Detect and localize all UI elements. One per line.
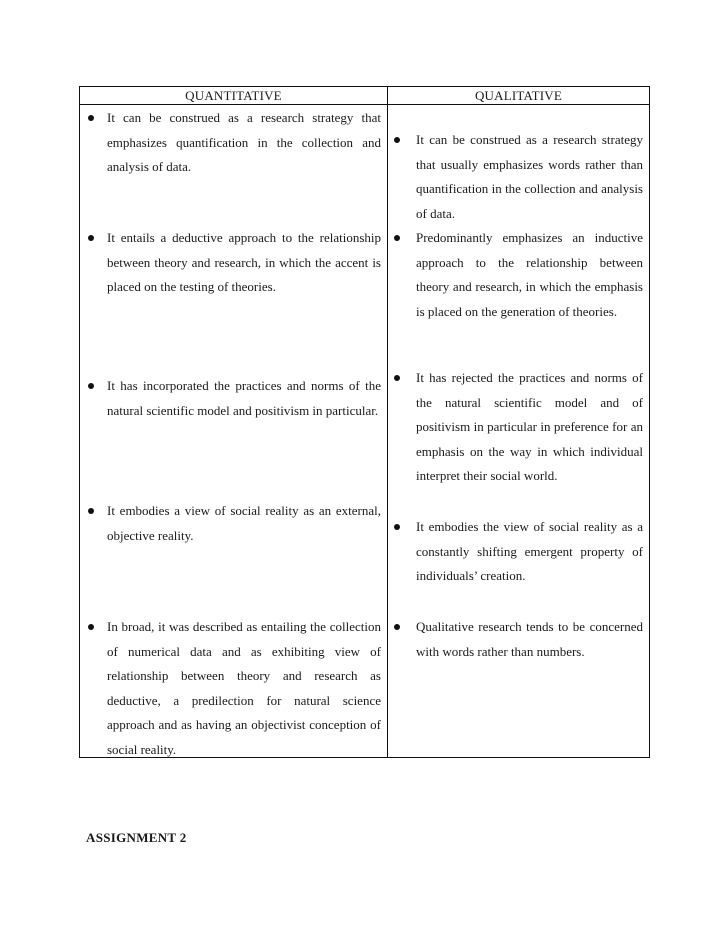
quantitative-point: In broad, it was described as entailing the collection of numerical data and as exhibiting view of relationship between theory and research as deductive, a predilection for natural science approach and as having an objectivist conception of social reality. (80, 615, 387, 763)
qualitative-point: Qualitative research tends to be concerned with words rather than numbers. (388, 615, 649, 664)
bullet-icon (88, 383, 94, 389)
comparison-table (79, 86, 650, 758)
bullet-icon (394, 235, 400, 241)
quantitative-point: It can be construed as a research strategy that emphasizes quantification in the collection and analysis of data. (80, 106, 387, 180)
bullet-icon (88, 624, 94, 630)
qualitative-point: It can be construed as a research strategy that usually emphasizes words rather than quantification in the collection and analysis of data. (388, 128, 649, 226)
bullet-icon (88, 508, 94, 514)
qualitative-header: QUALITATIVE (388, 87, 649, 105)
assignment-heading: ASSIGNMENT 2 (86, 830, 187, 845)
quantitative-point: It embodies a view of social reality as an external, objective reality. (80, 499, 387, 548)
bullet-icon (394, 137, 400, 143)
quantitative-point: It has incorporated the practices and norms of the natural scientific model and positivism in particular. (80, 374, 387, 423)
qualitative-point: Predominantly emphasizes an inductive approach to the relationship between theory and research, in which the emphasis is placed on the generation of theories. (388, 226, 649, 324)
bullet-icon (88, 115, 94, 121)
qualitative-column (388, 87, 649, 757)
qualitative-point: It embodies the view of social reality as a constantly shifting emergent property of individuals’ creation. (388, 515, 649, 589)
bullet-icon (394, 524, 400, 530)
bullet-icon (88, 235, 94, 241)
qualitative-point: It has rejected the practices and norms of the natural scientific model and of positivism in particular in preference for an emphasis on the way in which individual interpret their social world. (388, 366, 649, 489)
quantitative-point: It entails a deductive approach to the relationship between theory and research, in which the accent is placed on the testing of theories. (80, 226, 387, 300)
quantitative-column (80, 87, 388, 757)
quantitative-header: QUANTITATIVE (80, 87, 387, 105)
bullet-icon (394, 624, 400, 630)
bullet-icon (394, 375, 400, 381)
